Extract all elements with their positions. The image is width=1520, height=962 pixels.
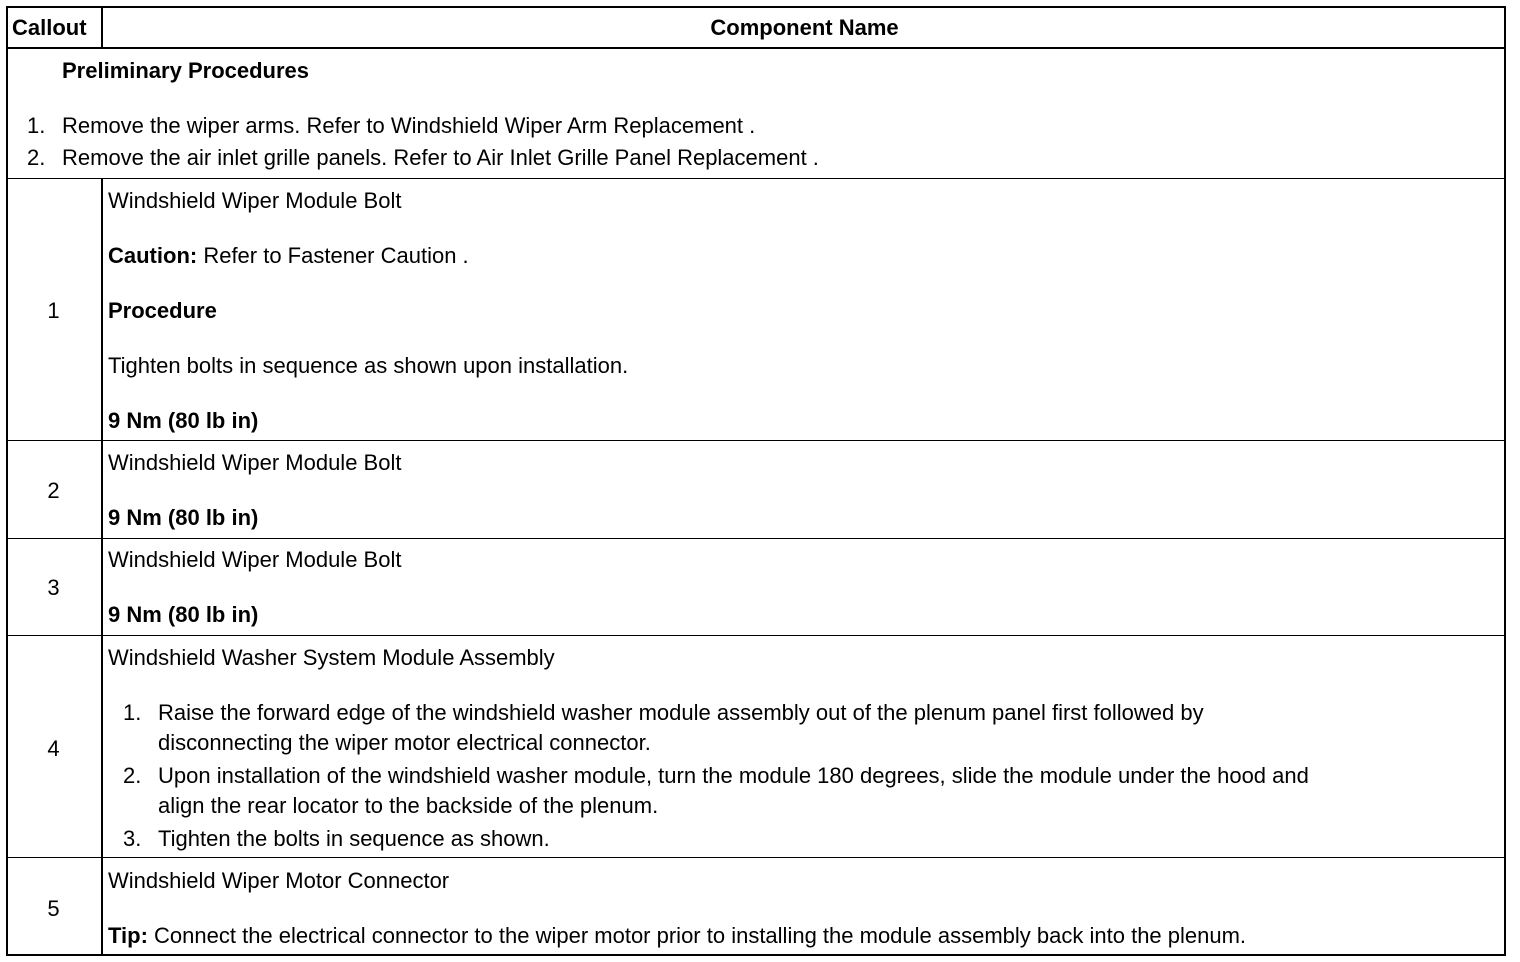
callout-number: 5	[47, 896, 60, 921]
procedure-text: Tighten bolts in sequence as shown upon installation.	[108, 353, 629, 378]
component-name: Windshield Wiper Module Bolt	[108, 547, 402, 572]
caution-label: Caution:	[108, 243, 198, 268]
header-divider	[6, 47, 1506, 49]
caution-text: Refer to Fastener Caution .	[197, 243, 469, 268]
tip-label: Tip:	[108, 923, 148, 948]
torque-spec: 9 Nm (80 lb in)	[108, 602, 259, 627]
torque-spec: 9 Nm (80 lb in)	[108, 408, 259, 433]
preliminary-step-text: Remove the wiper arms. Refer to Windshield Wiper Arm Replacement .	[62, 113, 756, 138]
preliminary-step-number: 1.	[27, 113, 46, 138]
caution-note	[108, 243, 469, 269]
preliminary-step-number: 2.	[27, 145, 46, 170]
preliminary-step-text: Remove the air inlet grille panels. Refer to Air Inlet Grille Panel Replacement .	[62, 145, 819, 170]
step-text-continued: align the rear locator to the backside of the plenum.	[158, 793, 659, 818]
preliminary-title: Preliminary Procedures	[62, 58, 310, 83]
procedure-label: Procedure	[108, 298, 217, 323]
callout-number: 2	[47, 478, 60, 503]
callout-number: 1	[47, 298, 60, 323]
step-number: 1.	[123, 700, 142, 725]
column-divider	[101, 178, 103, 956]
callout-number: 4	[47, 736, 60, 761]
step-text-continued: disconnecting the wiper motor electrical connector.	[158, 730, 651, 755]
torque-spec: 9 Nm (80 lb in)	[108, 505, 259, 530]
component-name: Windshield Wiper Module Bolt	[108, 450, 402, 475]
step-text: Upon installation of the windshield washer module, turn the module 180 degrees, slide the module under the hood and	[158, 763, 1309, 788]
step-text: Raise the forward edge of the windshield washer module assembly out of the plenum panel first followed by	[158, 700, 1204, 725]
header-component-name: Component Name	[710, 15, 899, 40]
component-name: Windshield Wiper Module Bolt	[108, 188, 402, 213]
step-number: 3.	[123, 826, 142, 851]
row-divider	[6, 857, 1506, 858]
component-name: Windshield Washer System Module Assembly	[108, 645, 555, 670]
row-divider	[6, 178, 1506, 179]
tip-note	[108, 923, 1246, 949]
callout-number: 3	[47, 575, 60, 600]
row-divider	[6, 538, 1506, 539]
row-divider	[6, 635, 1506, 636]
step-text: Tighten the bolts in sequence as shown.	[158, 826, 550, 851]
header-callout: Callout	[12, 15, 87, 40]
row-divider	[6, 440, 1506, 441]
component-name: Windshield Wiper Motor Connector	[108, 868, 450, 893]
tip-text: Connect the electrical connector to the wiper motor prior to installing the module assembly back into the plenum.	[147, 923, 1247, 948]
step-number: 2.	[123, 763, 142, 788]
